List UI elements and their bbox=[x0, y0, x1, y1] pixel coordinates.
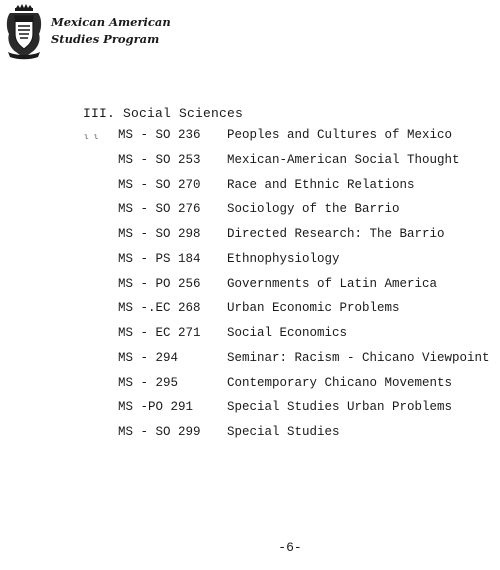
course-code: MS - SO 299 bbox=[118, 425, 201, 439]
course-title: Social Economics bbox=[227, 326, 348, 340]
course-row bbox=[0, 153, 500, 178]
course-code: MS -PO 291 bbox=[118, 400, 194, 415]
course-code: MS - 295 bbox=[118, 375, 179, 390]
section-heading: III. Social Sciences bbox=[83, 106, 244, 121]
course-title: Urban Economic Problems bbox=[227, 301, 400, 316]
course-code: MS - EC 271 bbox=[118, 326, 201, 340]
university-seal-icon bbox=[4, 4, 44, 60]
course-code: MS - SO 298 bbox=[118, 227, 201, 241]
program-name bbox=[51, 14, 171, 48]
course-code: MS - SO 253 bbox=[118, 152, 201, 167]
course-row bbox=[0, 400, 500, 425]
course-row bbox=[0, 202, 500, 227]
course-code: MS - PS 184 bbox=[118, 251, 201, 266]
course-title: Contemporary Chicano Movements bbox=[227, 375, 453, 390]
course-title: Seminar: Racism - Chicano Viewpoint bbox=[227, 350, 490, 365]
course-title: Governments of Latin America bbox=[227, 276, 438, 291]
course-title: Sociology of the Barrio bbox=[227, 202, 400, 217]
course-row bbox=[0, 376, 500, 401]
course-row bbox=[0, 128, 500, 153]
course-row bbox=[0, 277, 500, 302]
course-code: MS - PO 256 bbox=[118, 276, 201, 291]
course-title: Race and Ethnic Relations bbox=[227, 177, 415, 192]
program-name-line-2: Studies Program bbox=[51, 32, 160, 46]
course-row bbox=[0, 425, 500, 450]
course-title: Ethnophysiology bbox=[227, 251, 340, 266]
course-code: MS -.EC 268 bbox=[118, 301, 201, 316]
stray-mark: ι ι bbox=[84, 133, 99, 142]
course-code: MS - SO 270 bbox=[118, 177, 201, 192]
course-row bbox=[0, 351, 500, 376]
course-title: Peoples and Cultures of Mexico bbox=[227, 128, 453, 142]
course-title: Mexican-American Social Thought bbox=[227, 152, 460, 167]
course-code: MS - SO 236 bbox=[118, 128, 201, 142]
page-number: -6- bbox=[278, 540, 302, 555]
program-name-line-1: Mexican American bbox=[51, 15, 171, 29]
course-row bbox=[0, 178, 500, 203]
course-code: MS - 294 bbox=[118, 350, 179, 365]
course-code: MS - SO 276 bbox=[118, 202, 201, 217]
course-title: Special Studies Urban Problems bbox=[227, 400, 453, 415]
course-row bbox=[0, 326, 500, 351]
letterhead bbox=[4, 4, 174, 64]
course-title: Directed Research: The Barrio bbox=[227, 227, 445, 241]
course-row bbox=[0, 301, 500, 326]
course-title: Special Studies bbox=[227, 425, 340, 439]
course-row bbox=[0, 252, 500, 277]
course-list bbox=[0, 128, 500, 450]
course-row bbox=[0, 227, 500, 252]
